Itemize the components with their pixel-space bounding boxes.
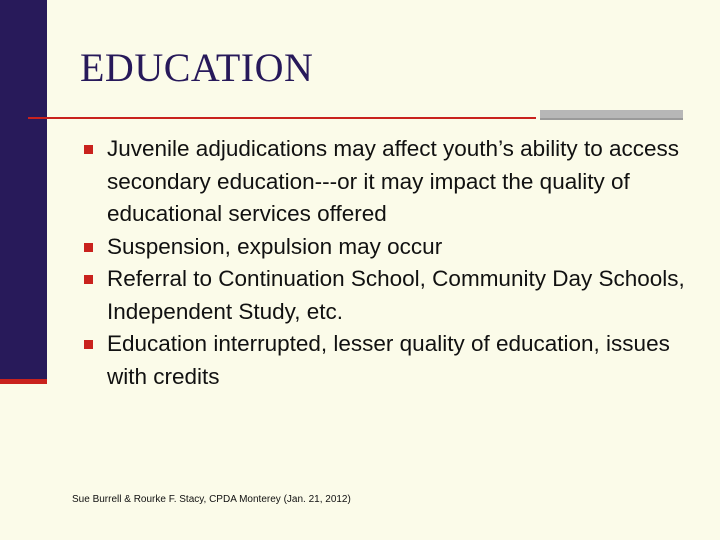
square-bullet-icon xyxy=(84,340,93,349)
title-divider-red xyxy=(28,117,536,119)
bullet-item xyxy=(84,231,694,264)
square-bullet-icon xyxy=(84,145,93,154)
bullet-text: Education interrupted, lesser quality of education, issues with credits xyxy=(107,331,670,389)
slide-footer-citation: Sue Burrell & Rourke F. Stacy, CPDA Monterey (Jan. 21, 2012) xyxy=(72,494,351,505)
square-bullet-icon xyxy=(84,275,93,284)
bullet-item xyxy=(84,263,694,328)
bullet-item xyxy=(84,328,694,393)
bullet-text: Suspension, expulsion may occur xyxy=(107,233,443,259)
title-divider-gray xyxy=(540,110,683,118)
bullet-item xyxy=(84,133,694,231)
left-accent-band xyxy=(0,0,47,379)
left-accent-red-strip xyxy=(0,379,47,384)
square-bullet-icon xyxy=(84,243,93,252)
bullet-list xyxy=(84,133,694,393)
bullet-text: Referral to Continuation School, Community Day Schools, Independent Study, etc. xyxy=(107,266,685,324)
title-divider-gray-shadow xyxy=(540,118,683,120)
bullet-text: Juvenile adjudications may affect youth’s ability to access secondary education---or it may impact the quality of educational services offered xyxy=(107,136,679,226)
slide-title: EDUCATION xyxy=(80,45,314,90)
